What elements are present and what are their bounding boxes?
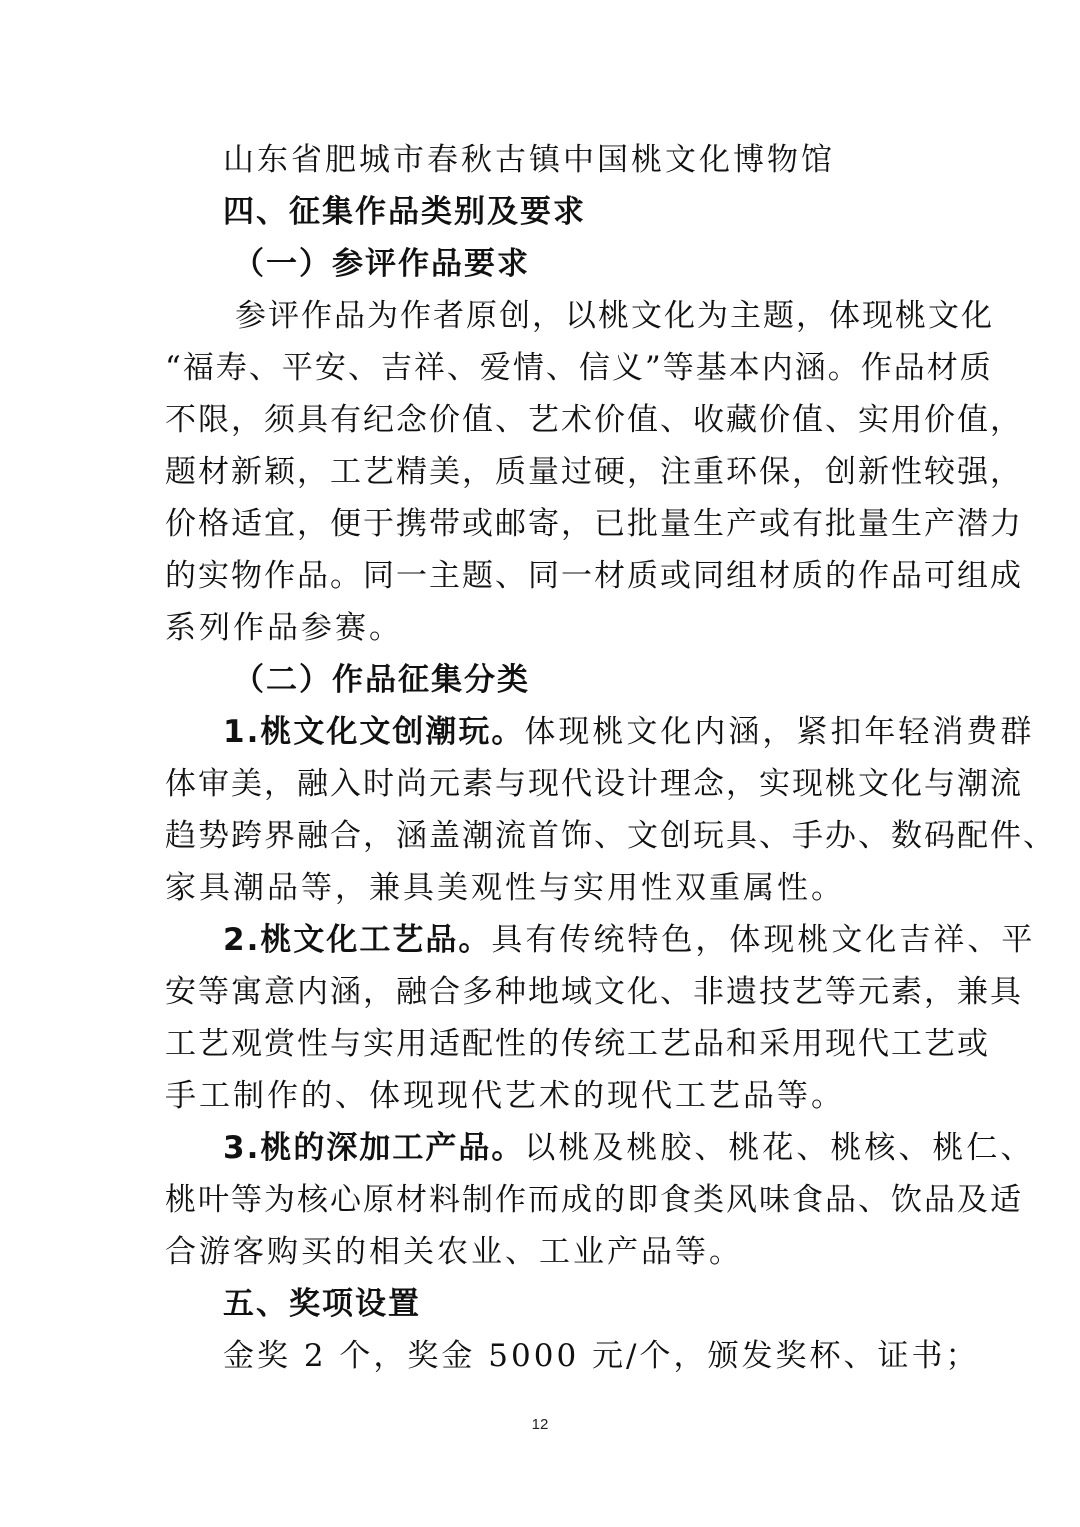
award-line: 金奖 2 个，奖金 5000 元/个，颁发奖杯、证书； (223, 1338, 980, 1374)
category-1-line: 体审美，融入时尚元素与现代设计理念，实现桃文化与潮流 (165, 766, 1023, 802)
page-number: 12 (531, 1416, 549, 1433)
requirements-line: 价格适宜，便于携带或邮寄，已批量生产或有批量生产潜力 (165, 506, 1023, 542)
category-2-first-line (223, 914, 1035, 966)
section-heading-5: 五、奖项设置 (223, 1286, 421, 1322)
category-1-line: 趋势跨界融合，涵盖潮流首饰、文创玩具、手办、数码配件、 (165, 818, 1056, 854)
category-2-line: 工艺观赏性与实用适配性的传统工艺品和采用现代工艺或 (165, 1026, 990, 1062)
subsection-heading-2: （二）作品征集分类 (233, 662, 530, 698)
category-2-title: 2.桃文化工艺品。 (223, 922, 492, 958)
requirements-line: 不限，须具有纪念价值、艺术价值、收藏价值、实用价值， (165, 402, 1023, 438)
requirements-line: 的实物作品。同一主题、同一材质或同组材质的作品可组成 (165, 558, 1023, 594)
requirements-line: 题材新颖，工艺精美，质量过硬，注重环保，创新性较强， (165, 454, 1023, 490)
requirements-line: “福寿、平安、吉祥、爱情、信义”等基本内涵。作品材质 (165, 350, 993, 386)
category-3-title: 3.桃的深加工产品。 (223, 1130, 525, 1166)
section-heading-4: 四、征集作品类别及要求 (223, 194, 586, 230)
category-3-first-line (223, 1122, 1034, 1174)
category-3-line: 桃叶等为核心原材料制作而成的即食类风味食品、饮品及适 (165, 1182, 1023, 1218)
category-1-title: 1.桃文化文创潮玩。 (223, 714, 525, 750)
category-1-line: 家具潮品等，兼具美观性与实用性双重属性。 (165, 870, 845, 906)
subsection-heading-1: （一）参评作品要求 (233, 246, 530, 282)
category-3-text: 以桃及桃胶、桃花、桃核、桃仁、 (524, 1130, 1035, 1166)
category-2-line: 手工制作的、体现现代艺术的现代工艺品等。 (165, 1078, 845, 1114)
requirements-line: 系列作品参赛。 (165, 610, 403, 646)
category-2-text: 具有传统特色，体现桃文化吉祥、平 (491, 922, 1036, 958)
category-3-line: 合游客购买的相关农业、工业产品等。 (165, 1234, 743, 1270)
location-line: 山东省肥城市春秋古镇中国桃文化博物馆 (223, 142, 835, 178)
requirements-line: 参评作品为作者原创，以桃文化为主题，体现桃文化 (235, 298, 994, 334)
category-2-line: 安等寓意内涵，融合多种地域文化、非遗技艺等元素，兼具 (165, 974, 1023, 1010)
category-1-text: 体现桃文化内涵，紧扣年轻消费群 (524, 714, 1035, 750)
category-1-first-line (223, 706, 1034, 758)
